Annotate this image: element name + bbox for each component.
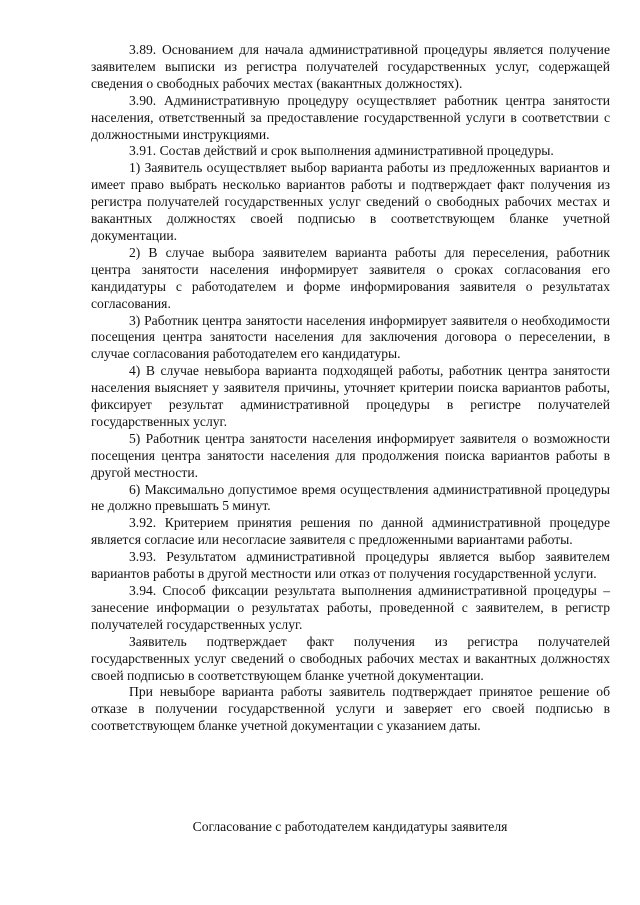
document-body: [91, 42, 610, 735]
paragraph-confirmation: Заявитель подтверждает факт получения из регистра получателей государственных услуг сведений о свободных рабочих местах и вакантных должностях своей подписью в соответствующем бланке учетной документации.: [91, 633, 610, 683]
paragraph-3-89: 3.89. Основанием для начала административной процедуры является получение заявителем выписки из регистра получателей государственных услуг, содержащей сведения о свободных рабочих местах (вакантных должностях).: [91, 42, 610, 91]
list-item-4: 4) В случае невыбора варианта подходящей работы, работник центра занятости населения выясняет у заявителя причины, уточняет критерии поиска вариантов работы, фиксирует результат административной процедуры в регистре получателей государственных услуг.: [91, 363, 610, 429]
paragraph-3-93: 3.93. Результатом административной процедуры является выбор заявителем вариантов работы в другой местности или отказ от получения государственной услуги.: [91, 549, 610, 582]
list-item-1: 1) Заявитель осуществляет выбор варианта работы из предложенных вариантов и имеет право выбрать несколько вариантов работы и подтверждает факт получения из регистра получателей государственных услуг сведений о свободных рабочих местах и вакантных должностях своей подписью в соответствующем бланке учетной документации.: [91, 160, 610, 243]
list-item-3: 3) Работник центра занятости населения информирует заявителя о необходимости посещения центра занятости населения для заключения договора о переселении, в случае согласования работодателем его кандидатуры.: [91, 312, 610, 362]
paragraph-refusal: При невыборе варианта работы заявитель подтверждает принятое решение об отказе в получении государственной услуги и заверяет его своей подписью в соответствующем бланке учетной документации с указанием даты.: [91, 684, 610, 734]
list-item-2: 2) В случае выбора заявителем варианта работы для переселения, работник центра занятости населения информирует заявителя о сроках согласования его кандидатуры с работодателем и форме информирования заявителя о результатах согласования.: [91, 244, 610, 311]
paragraph-3-90: 3.90. Административную процедуру осуществляет работник центра занятости населения, ответственный за предоставление государственной услуги в соответствии с должностными инструкциями.: [91, 92, 610, 142]
list-item-5: 5) Работник центра занятости населения информирует заявителя о возможности посещения центра занятости населения для продолжения поиска вариантов работы в другой местности.: [91, 430, 610, 480]
list-item-6: 6) Максимально допустимое время осуществления административной процедуры не должно превышать 5 минут.: [91, 481, 610, 514]
section-heading: [0, 819, 640, 836]
paragraph-3-92: 3.92. Критерием принятия решения по данной административной процедуре является согласие или несогласие заявителя с предложенными вариантами работы.: [91, 515, 610, 548]
paragraph-3-94: 3.94. Способ фиксации результата выполнения административной процедуры – занесение информации о результатах работы, проведенной с заявителем, в регистр получателей государственных услуг.: [91, 583, 610, 632]
section-heading-text: Согласование с работодателем кандидатуры заявителя: [192, 819, 508, 834]
paragraph-3-91: 3.91. Состав действий и срок выполнения административной процедуры.: [129, 143, 554, 159]
